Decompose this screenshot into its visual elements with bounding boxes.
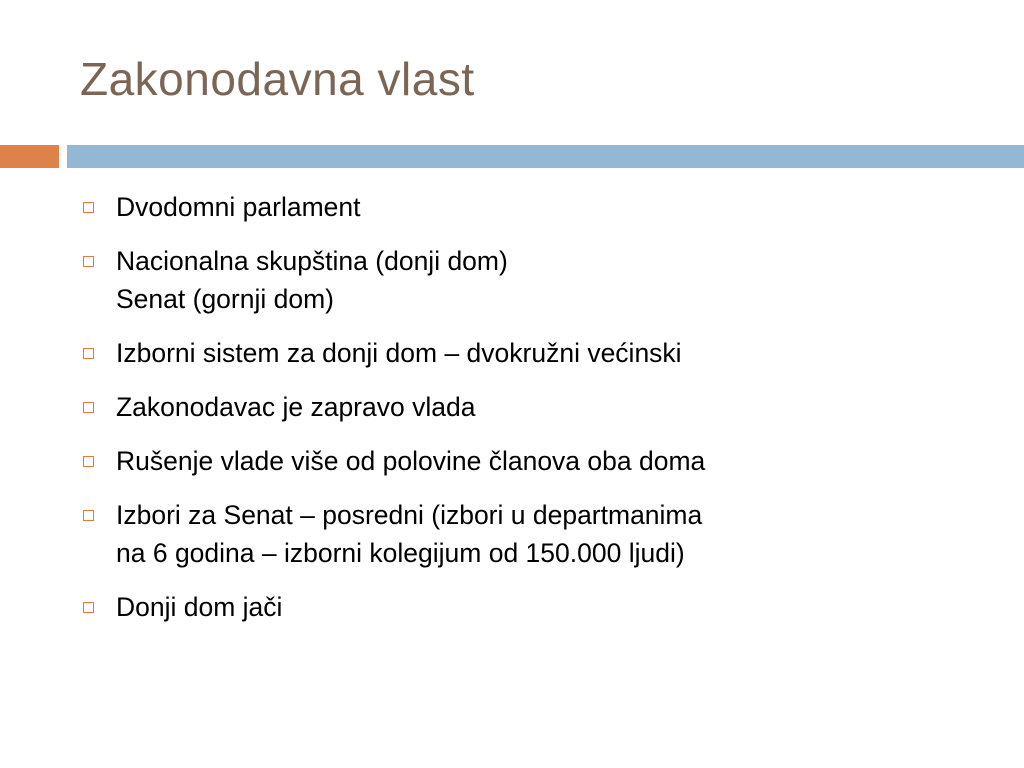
bullet-item — [80, 188, 980, 226]
bullet-list — [80, 188, 980, 642]
hollow-square-icon — [83, 348, 94, 359]
bullet-text: Donji dom jači — [116, 592, 283, 622]
bullet-text: Rušenje vlade više od polovine članova oba doma — [116, 446, 706, 476]
slide-title: Zakonodavna vlast — [80, 53, 475, 105]
hollow-square-icon — [83, 456, 94, 467]
accent-bar-orange — [0, 145, 59, 168]
bullet-text: Izbori za Senat – posredni (izbori u departmanima — [116, 500, 703, 530]
bullet-item — [80, 334, 980, 372]
hollow-square-icon — [83, 402, 94, 413]
bullet-item — [80, 588, 980, 626]
bullet-text: Izborni sistem za donji dom – dvokružni većinski — [116, 338, 682, 368]
bullet-text-continuation: Senat (gornji dom) — [116, 284, 334, 314]
hollow-square-icon — [83, 602, 94, 613]
bullet-item — [80, 388, 980, 426]
bullet-item — [80, 496, 980, 572]
bullet-text: Dvodomni parlament — [116, 192, 361, 222]
accent-bar-blue — [67, 145, 1024, 168]
hollow-square-icon — [83, 256, 94, 267]
bullet-text-continuation: na 6 godina – izborni kolegijum od 150.000 ljudi) — [116, 538, 685, 568]
bullet-item — [80, 242, 980, 318]
bullet-item — [80, 442, 980, 480]
bullet-text: Nacionalna skupština (donji dom) — [116, 246, 508, 276]
hollow-square-icon — [83, 202, 94, 213]
hollow-square-icon — [83, 510, 94, 521]
bullet-text: Zakonodavac je zapravo vlada — [116, 392, 476, 422]
